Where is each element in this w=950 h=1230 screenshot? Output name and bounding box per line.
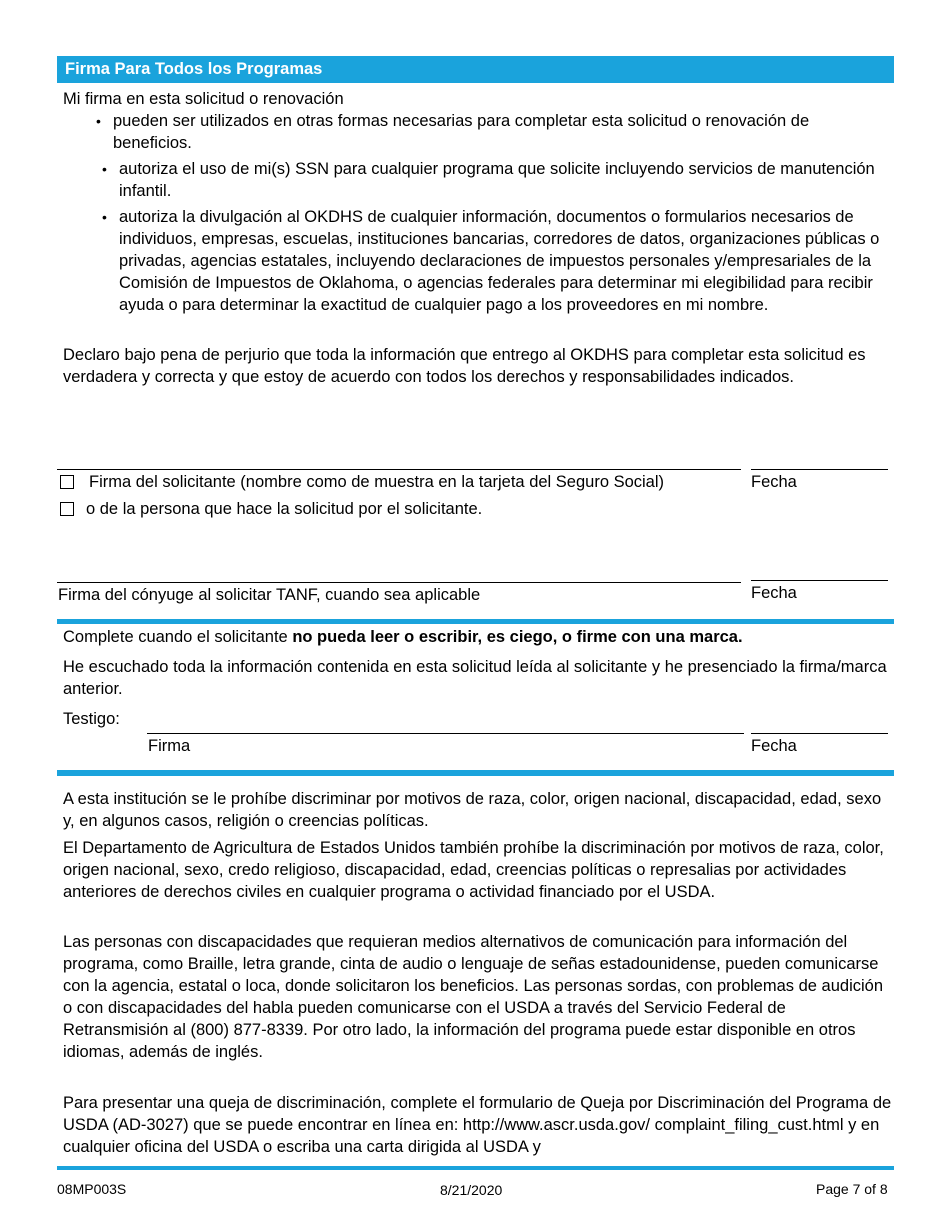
spouse-signature-label: Firma del cónyuge al solicitar TANF, cuando sea aplicable: [58, 586, 481, 604]
applicant-signature-label: Firma del solicitante (nombre como de muestra en la tarjeta del Seguro Social): [89, 473, 665, 491]
witness-intro-bold: no pueda leer o escribir, es ciego, o firme con una marca.: [292, 628, 743, 646]
applicant-signature-line[interactable]: [57, 469, 741, 470]
witness-signature-line[interactable]: [147, 733, 744, 734]
witness-date-label: Fecha: [751, 737, 797, 755]
page-number: Page 7 of 8: [816, 1181, 888, 1197]
witness-statement: He escuchado toda la información contenida en esta solicitud leída al solicitante y he presenciado la firma/marca anterior.: [63, 658, 887, 698]
spouse-signature-line[interactable]: [57, 582, 741, 583]
other-person-label: o de la persona que hace la solicitud por el solicitante.: [86, 500, 483, 518]
spouse-date-label: Fecha: [751, 584, 797, 602]
witness-intro: [63, 626, 743, 648]
section-divider: [57, 619, 894, 624]
list-item: • autoriza el uso de mi(s) SSN para cualquier programa que solicite incluyendo servicios de manutención infantil.: [119, 158, 888, 202]
applicant-checkbox[interactable]: [60, 475, 74, 489]
section-divider: [57, 770, 894, 776]
witness-signature-label: Firma: [148, 737, 191, 755]
nondiscrimination-paragraph: Para presentar una queja de discriminación, complete el formulario de Queja por Discriminación del Programa de USDA (AD-3027) que se puede encontrar en línea en: http://www.ascr.usda.gov/ complaint_filing_cust.html y en cualquier oficina del USDA o escriba una carta dirigida al USDA y: [63, 1094, 892, 1156]
witness-intro-prefix: Complete cuando el solicitante: [63, 628, 293, 646]
nondiscrimination-paragraph: El Departamento de Agricultura de Estados Unidos también prohíbe la discriminación por motivos de raza, color, origen nacional, sexo, credo religioso, discapacidad, edad, creencias políticas o represalias por actividades anteriores de derechos civiles en cualquier programa o actividad financiado por el USDA.: [63, 839, 884, 901]
footer-divider: [57, 1166, 894, 1170]
section-title: Firma Para Todos los Programas: [57, 56, 894, 83]
authorization-list: [113, 110, 888, 316]
nondiscrimination-paragraph: A esta institución se le prohíbe discriminar por motivos de raza, color, origen nacional, discapacidad, edad, sexo y, en algunos casos, religión o creencias políticas.: [63, 790, 882, 830]
form-date: 8/21/2020: [440, 1182, 503, 1198]
list-item: • pueden ser utilizados en otras formas necesarias para completar esta solicitud o renovación de beneficios.: [113, 110, 888, 154]
witness-label: Testigo:: [63, 710, 120, 728]
spouse-date-line[interactable]: [751, 580, 888, 581]
declaration-text: Declaro bajo pena de perjurio que toda la información que entrego al OKDHS para completar esta solicitud es verdadera y correcta y que estoy de acuerdo con todos los derechos y responsabilidades indicados.: [63, 346, 866, 386]
list-item: • autoriza la divulgación al OKDHS de cualquier información, documentos o formularios necesarios de individuos, empresas, escuelas, instituciones bancarias, corredores de datos, organizaciones públicas o privadas, agencias estatales, incluyendo declaraciones de impuestos personales y/empresariales de la Comisión de Impuestos de Oklahoma, o agencias federales para determinar mi elegibilidad para recibir ayuda o para determinar la exactitud de cualquier pago a los proveedores en mi nombre.: [119, 206, 888, 316]
applicant-date-label: Fecha: [751, 473, 797, 491]
applicant-date-line[interactable]: [751, 469, 888, 470]
form-number: 08MP003S: [57, 1181, 127, 1197]
other-person-checkbox[interactable]: [60, 502, 74, 516]
nondiscrimination-paragraph: Las personas con discapacidades que requieran medios alternativos de comunicación para información del programa, como Braille, letra grande, cinta de audio o lenguaje de señas estadounidense, pueden comunicarse con la agencia, estatal o loca, donde solicitaron los beneficios. Las personas sordas, con problemas de audición o con discapacidades del habla pueden comunicarse con el USDA a través del Servicio Federal de Retransmisión al (800) 877-8339. Por otro lado, la información del programa puede estar disponible en otros idiomas, además de inglés.: [63, 933, 884, 1061]
witness-date-line[interactable]: [751, 733, 888, 734]
intro-text: Mi firma en esta solicitud o renovación: [63, 90, 344, 108]
